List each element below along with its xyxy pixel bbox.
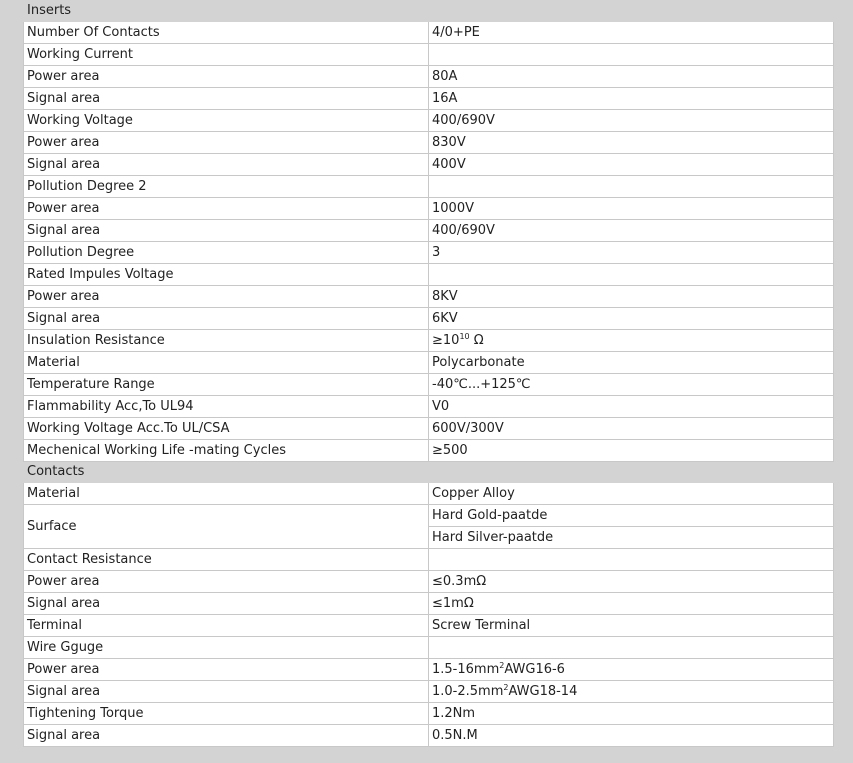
value-base: 1.5-16mm [432,662,500,677]
spec-row [24,132,834,154]
spec-row [24,571,834,593]
spec-row [24,725,834,747]
spec-value: 600V/300V [429,418,834,440]
spec-value: 830V [429,132,834,154]
spec-label: Signal area [24,681,429,703]
spec-label: Working Voltage Acc.To UL/CSA [24,418,429,440]
spec-value: 3 [429,242,834,264]
spec-value: ≤0.3mΩ [429,571,834,593]
spec-value [429,44,834,66]
spec-row [24,88,834,110]
value-unit: AWG16-6 [504,662,565,677]
spec-label: Pollution Degree 2 [24,176,429,198]
spec-value: 8KV [429,286,834,308]
spec-value: Hard Silver-paatde [429,527,834,549]
spec-value: Copper Alloy [429,483,834,505]
spec-label: Signal area [24,725,429,747]
spec-row [24,198,834,220]
spec-label: Pollution Degree [24,242,429,264]
spec-row [24,615,834,637]
spec-value [429,176,834,198]
section-title: Contacts [24,462,429,483]
spec-table [23,0,834,747]
spec-row [24,264,834,286]
spec-value: Polycarbonate [429,352,834,374]
spec-label: Signal area [24,308,429,330]
value-base: ≥10 [432,333,460,348]
spec-label: Material [24,483,429,505]
spec-row [24,703,834,725]
spec-label: Signal area [24,154,429,176]
spec-label: Temperature Range [24,374,429,396]
spec-value: Screw Terminal [429,615,834,637]
section-header-inserts [24,1,834,22]
spec-label: Signal area [24,220,429,242]
spec-label: Power area [24,132,429,154]
spec-value: Hard Gold-paatde [429,505,834,527]
spec-label: Surface [24,505,429,549]
spec-label: Terminal [24,615,429,637]
spec-value [429,264,834,286]
spec-value: 400V [429,154,834,176]
spec-value: 1000V [429,198,834,220]
spec-value: ≤1mΩ [429,593,834,615]
spec-value: 16A [429,88,834,110]
spec-label: Rated Impules Voltage [24,264,429,286]
spec-label: Contact Resistance [24,549,429,571]
spec-label: Power area [24,571,429,593]
spec-value: 400/690V [429,110,834,132]
spec-row [24,396,834,418]
spec-row [24,505,834,527]
spec-label: Signal area [24,593,429,615]
spec-label: Insulation Resistance [24,330,429,352]
spec-row [24,176,834,198]
spec-row [24,242,834,264]
spec-row [24,593,834,615]
spec-row [24,44,834,66]
value-base: 1.0-2.5mm [432,684,504,699]
section-header-contacts [24,462,834,483]
value-exponent: 2 [499,661,505,670]
spec-value: 4/0+PE [429,22,834,44]
spec-label: Working Current [24,44,429,66]
spec-label: Tightening Torque [24,703,429,725]
spec-row [24,330,834,352]
spec-row [24,66,834,88]
spec-value: 400/690V [429,220,834,242]
spec-row [24,483,834,505]
spec-value: -40℃...+125℃ [429,374,834,396]
spec-label: Working Voltage [24,110,429,132]
spec-value: 1.2Nm [429,703,834,725]
spec-row [24,681,834,703]
spec-row [24,418,834,440]
spec-row [24,352,834,374]
value-unit: AWG18-14 [508,684,578,699]
value-exponent: 10 [459,332,470,341]
spec-label: Signal area [24,88,429,110]
spec-label: Material [24,352,429,374]
spec-row [24,440,834,462]
value-exponent: 2 [503,683,509,692]
spec-row [24,154,834,176]
section-title: Inserts [24,1,429,22]
spec-label: Mechenical Working Life -mating Cycles [24,440,429,462]
spec-row [24,549,834,571]
spec-label: Power area [24,198,429,220]
spec-row [24,374,834,396]
spec-value [429,659,834,681]
spec-value [429,637,834,659]
spec-label: Number Of Contacts [24,22,429,44]
spec-row [24,659,834,681]
spec-label: Power area [24,659,429,681]
spec-row [24,220,834,242]
value-unit: Ω [469,333,484,348]
spec-value [429,681,834,703]
spec-value: 80A [429,66,834,88]
spec-row [24,308,834,330]
spec-value [429,549,834,571]
spec-row [24,637,834,659]
spec-label: Wire Gguge [24,637,429,659]
spec-row [24,110,834,132]
spec-row [24,286,834,308]
spec-value: ≥500 [429,440,834,462]
spec-row [24,22,834,44]
spec-label: Power area [24,286,429,308]
spec-sheet [23,0,833,747]
spec-label: Power area [24,66,429,88]
spec-value: 0.5N.M [429,725,834,747]
spec-value: V0 [429,396,834,418]
spec-label: Flammability Acc,To UL94 [24,396,429,418]
spec-value: 6KV [429,308,834,330]
spec-value [429,330,834,352]
